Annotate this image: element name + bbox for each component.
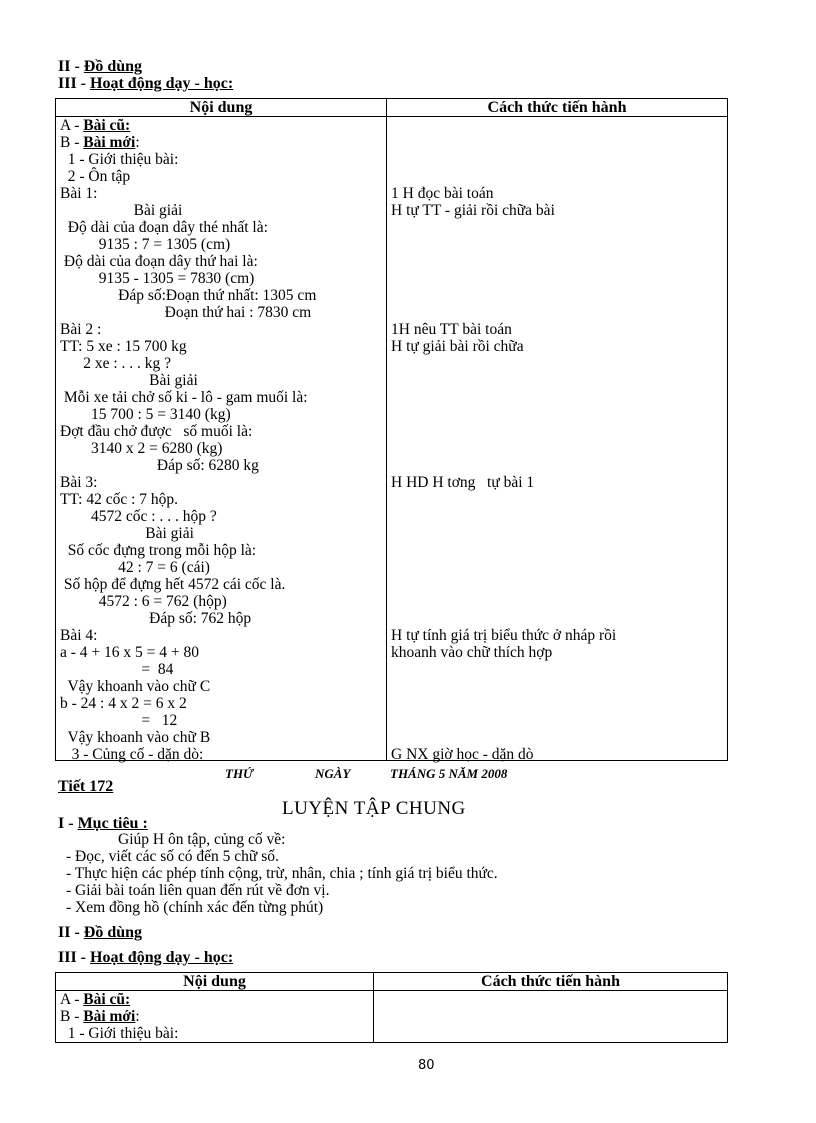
content-line: Bài 2 : — [60, 321, 102, 338]
content-line: 4572 cốc : . . . hộp ? — [60, 508, 217, 525]
method-line: H HD H tơng tự bài 1 — [391, 474, 535, 491]
lesson-title: LUYỆN TẬP CHUNG — [282, 798, 466, 819]
content-line: 1 - Giới thiệu bài: — [60, 1025, 179, 1042]
method-line: 1H nêu TT bài toán — [391, 321, 512, 338]
content-line: A - Bài cũ: — [60, 117, 131, 134]
method-line: H tự TT - giải rồi chữa bài — [391, 202, 555, 219]
content-line: B - Bài mới: — [60, 134, 140, 151]
content-line: Đợt đầu chở được số muối là: — [60, 423, 253, 440]
content-line: Đáp số: 762 hộp — [60, 610, 252, 627]
lesson-number: Tiết 172 — [58, 778, 114, 795]
content-line: TT: 42 cốc : 7 hộp. — [60, 491, 179, 508]
content-line: Độ dài của đoạn dây thứ hai là: — [60, 253, 258, 270]
content-line: Đoạn thứ hai : 7830 cm — [60, 304, 312, 321]
content-line: = 84 — [60, 661, 174, 678]
muc-tieu-heading: I - Mục tiêu : — [58, 815, 148, 832]
method-line: G NX giờ học - dặn dò — [391, 746, 534, 763]
section1-do-dung-heading: II - Đồ dùng — [58, 58, 143, 75]
method-line: 1 H đọc bài toán — [391, 185, 494, 202]
content-line: Vậy khoanh vào chữ C — [60, 678, 211, 695]
content-line: Bài giải — [60, 372, 198, 389]
content-line: TT: 5 xe : 15 700 kg — [60, 338, 187, 355]
section2-hoat-dong-heading: III - Hoạt động dạy - học: — [58, 949, 234, 966]
table1-header-cach-thuc: Cách thức tiến hành — [387, 99, 728, 117]
content-line: 42 : 7 = 6 (cái) — [60, 559, 210, 576]
section1-hoat-dong-heading: III - Hoạt động dạy - học: — [58, 75, 234, 92]
content-line: Mỗi xe tải chở số ki - lô - gam muối là: — [60, 389, 308, 406]
content-line: Đáp số:Đoạn thứ nhất: 1305 cm — [60, 287, 317, 304]
lesson-table-2 — [55, 972, 728, 1043]
table2-content-cell — [56, 991, 374, 1043]
content-line: 9135 : 7 = 1305 (cm) — [60, 236, 231, 253]
content-line: Bài 1: — [60, 185, 98, 202]
content-line: Đáp số: 6280 kg — [60, 457, 259, 474]
content-line: 2 xe : . . . kg ? — [60, 355, 172, 372]
objective-item: - Xem đồng hồ (chính xác đến từng phút) — [66, 899, 324, 916]
content-line: 1 - Giới thiệu bài: — [60, 151, 179, 168]
content-line: 9135 - 1305 = 7830 (cm) — [60, 270, 255, 287]
content-line: Bài 3: — [60, 474, 98, 491]
content-line: Vậy khoanh vào chữ B — [60, 729, 211, 746]
dateline-thu: THỨ — [225, 766, 254, 781]
content-line: b - 24 : 4 x 2 = 6 x 2 — [60, 695, 187, 712]
objective-item: - Giải bài toán liên quan đến rút về đơn vị. — [66, 882, 330, 899]
content-line: 2 - Ôn tập — [60, 168, 131, 185]
content-line: B - Bài mới: — [60, 1008, 140, 1025]
content-line: 15 700 : 5 = 3140 (kg) — [60, 406, 231, 423]
content-line: 3140 x 2 = 6280 (kg) — [60, 440, 223, 457]
content-line: 4572 : 6 = 762 (hộp) — [60, 593, 227, 610]
content-line: Bài giải — [60, 202, 183, 219]
table1-content-cell — [56, 117, 387, 761]
content-line: A - Bài cũ: — [60, 991, 131, 1008]
dateline-ngay: NGÀY — [315, 766, 351, 781]
content-line: Số hộp để đựng hết 4572 cái cốc là. — [60, 576, 286, 593]
method-line: H tự tính giá trị biểu thức ở nháp rồi — [391, 627, 617, 644]
objective-intro: Giúp H ôn tập, củng cố về: — [118, 831, 286, 848]
table2-header-cach-thuc: Cách thức tiến hành — [374, 973, 728, 991]
table2-header-noi-dung: Nội dung — [56, 973, 374, 991]
content-line: Số cốc đựng trong mỗi hộp là: — [60, 542, 257, 559]
content-line: Bài 4: — [60, 627, 98, 644]
method-line: H tự giải bài rồi chữa — [391, 338, 524, 355]
table1-method-cell — [387, 117, 728, 761]
method-line: khoanh vào chữ thích hợp — [391, 644, 553, 661]
objective-item: - Đọc, viết các số có đến 5 chữ số. — [66, 848, 279, 865]
lesson-table-1 — [55, 98, 728, 761]
content-line: a - 4 + 16 x 5 = 4 + 80 — [60, 644, 200, 661]
content-line: 3 - Củng cố - dặn dò: — [60, 746, 204, 763]
content-line: Bài giải — [60, 525, 194, 542]
table2-method-cell — [374, 991, 728, 1043]
section2-do-dung-heading: II - Đồ dùng — [58, 924, 143, 941]
content-line: = 12 — [60, 712, 178, 729]
table1-header-noi-dung: Nội dung — [56, 99, 387, 117]
objective-item: - Thực hiện các phép tính cộng, trừ, nhân, chia ; tính giá trị biểu thức. — [66, 865, 498, 882]
page-number: 80 — [418, 1058, 435, 1073]
dateline-thang: THÁNG 5 NĂM 2008 — [390, 766, 508, 781]
content-line: Độ dài của đoạn dây thé nhất là: — [60, 219, 268, 236]
